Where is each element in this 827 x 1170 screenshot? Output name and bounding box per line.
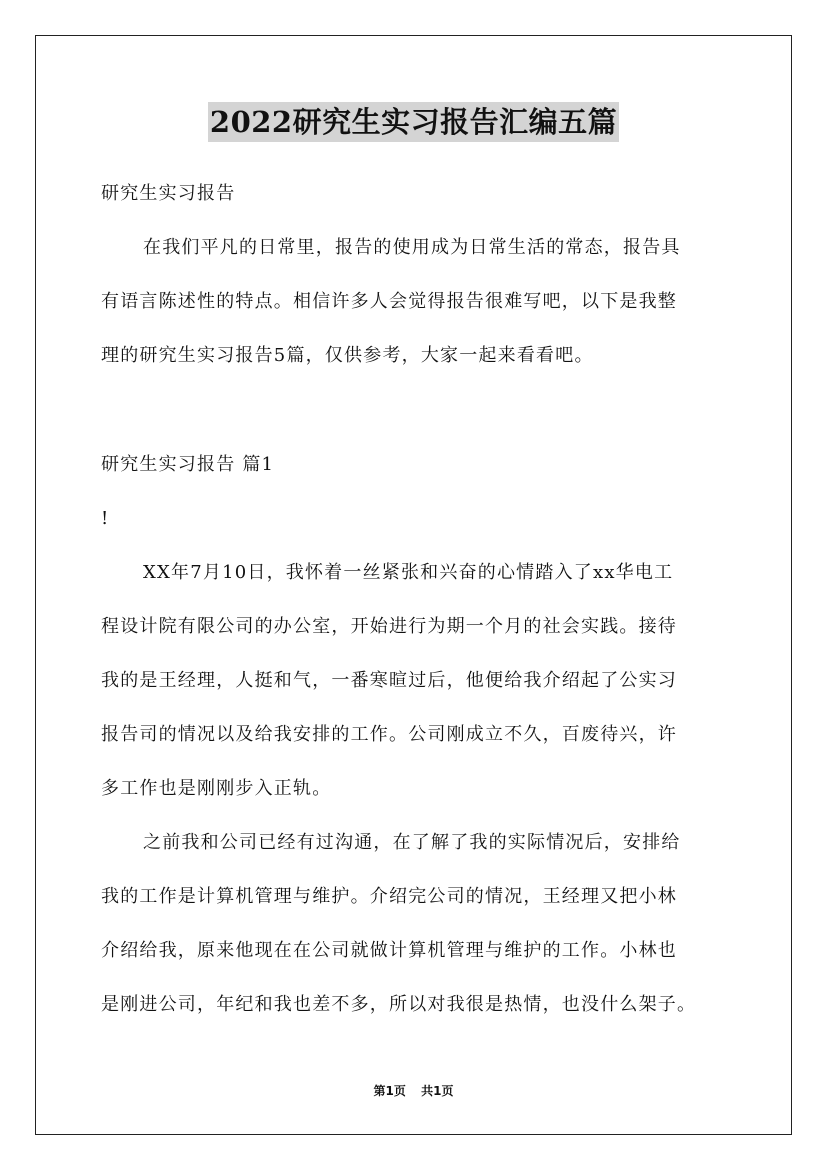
- section-heading: 研究生实习报告: [101, 183, 236, 204]
- title-wrap: [0, 102, 827, 142]
- page-footer: [0, 1083, 827, 1099]
- para1-line-2: 程设计院有限公司的办公室，开始进行为期一个月的社会实践。接待: [101, 616, 677, 637]
- para2-line-4: 是刚进公司，年纪和我也差不多，所以对我很是热情，也没什么架子。: [101, 994, 697, 1015]
- para1-line-4: 报告司的情况以及给我安排的工作。公司刚成立不久，百废待兴，许: [101, 724, 677, 745]
- part-heading: 研究生实习报告 篇1: [101, 454, 275, 475]
- para2-line-1: 之前我和公司已经有过沟通，在了解了我的实际情况后，安排给: [143, 832, 681, 853]
- para1-line-5: 多工作也是刚刚步入正轨。: [101, 778, 332, 799]
- intro-line-3: 理的研究生实习报告5篇，仅供参考，大家一起来看看吧。: [101, 345, 594, 366]
- para1-line-1: XX年7月10日，我怀着一丝紧张和兴奋的心情踏入了xx华电工: [143, 562, 674, 583]
- exclamation-mark: !: [101, 508, 110, 529]
- para2-line-3: 介绍给我，原来他现在在公司就做计算机管理与维护的工作。小林也: [101, 940, 677, 961]
- intro-line-1: 在我们平凡的日常里，报告的使用成为日常生活的常态，报告具: [143, 237, 681, 258]
- page-number: 第1页: [373, 1084, 406, 1098]
- intro-line-2: 有语言陈述性的特点。相信许多人会觉得报告很难写吧，以下是我整: [101, 291, 677, 312]
- para1-line-3: 我的是王经理，人挺和气，一番寒暄过后，他便给我介绍起了公实习: [101, 670, 677, 691]
- total-pages: 共1页: [421, 1084, 454, 1098]
- para2-line-2: 我的工作是计算机管理与维护。介绍完公司的情况，王经理又把小林: [101, 886, 677, 907]
- document-title: 2022研究生实习报告汇编五篇: [208, 102, 619, 142]
